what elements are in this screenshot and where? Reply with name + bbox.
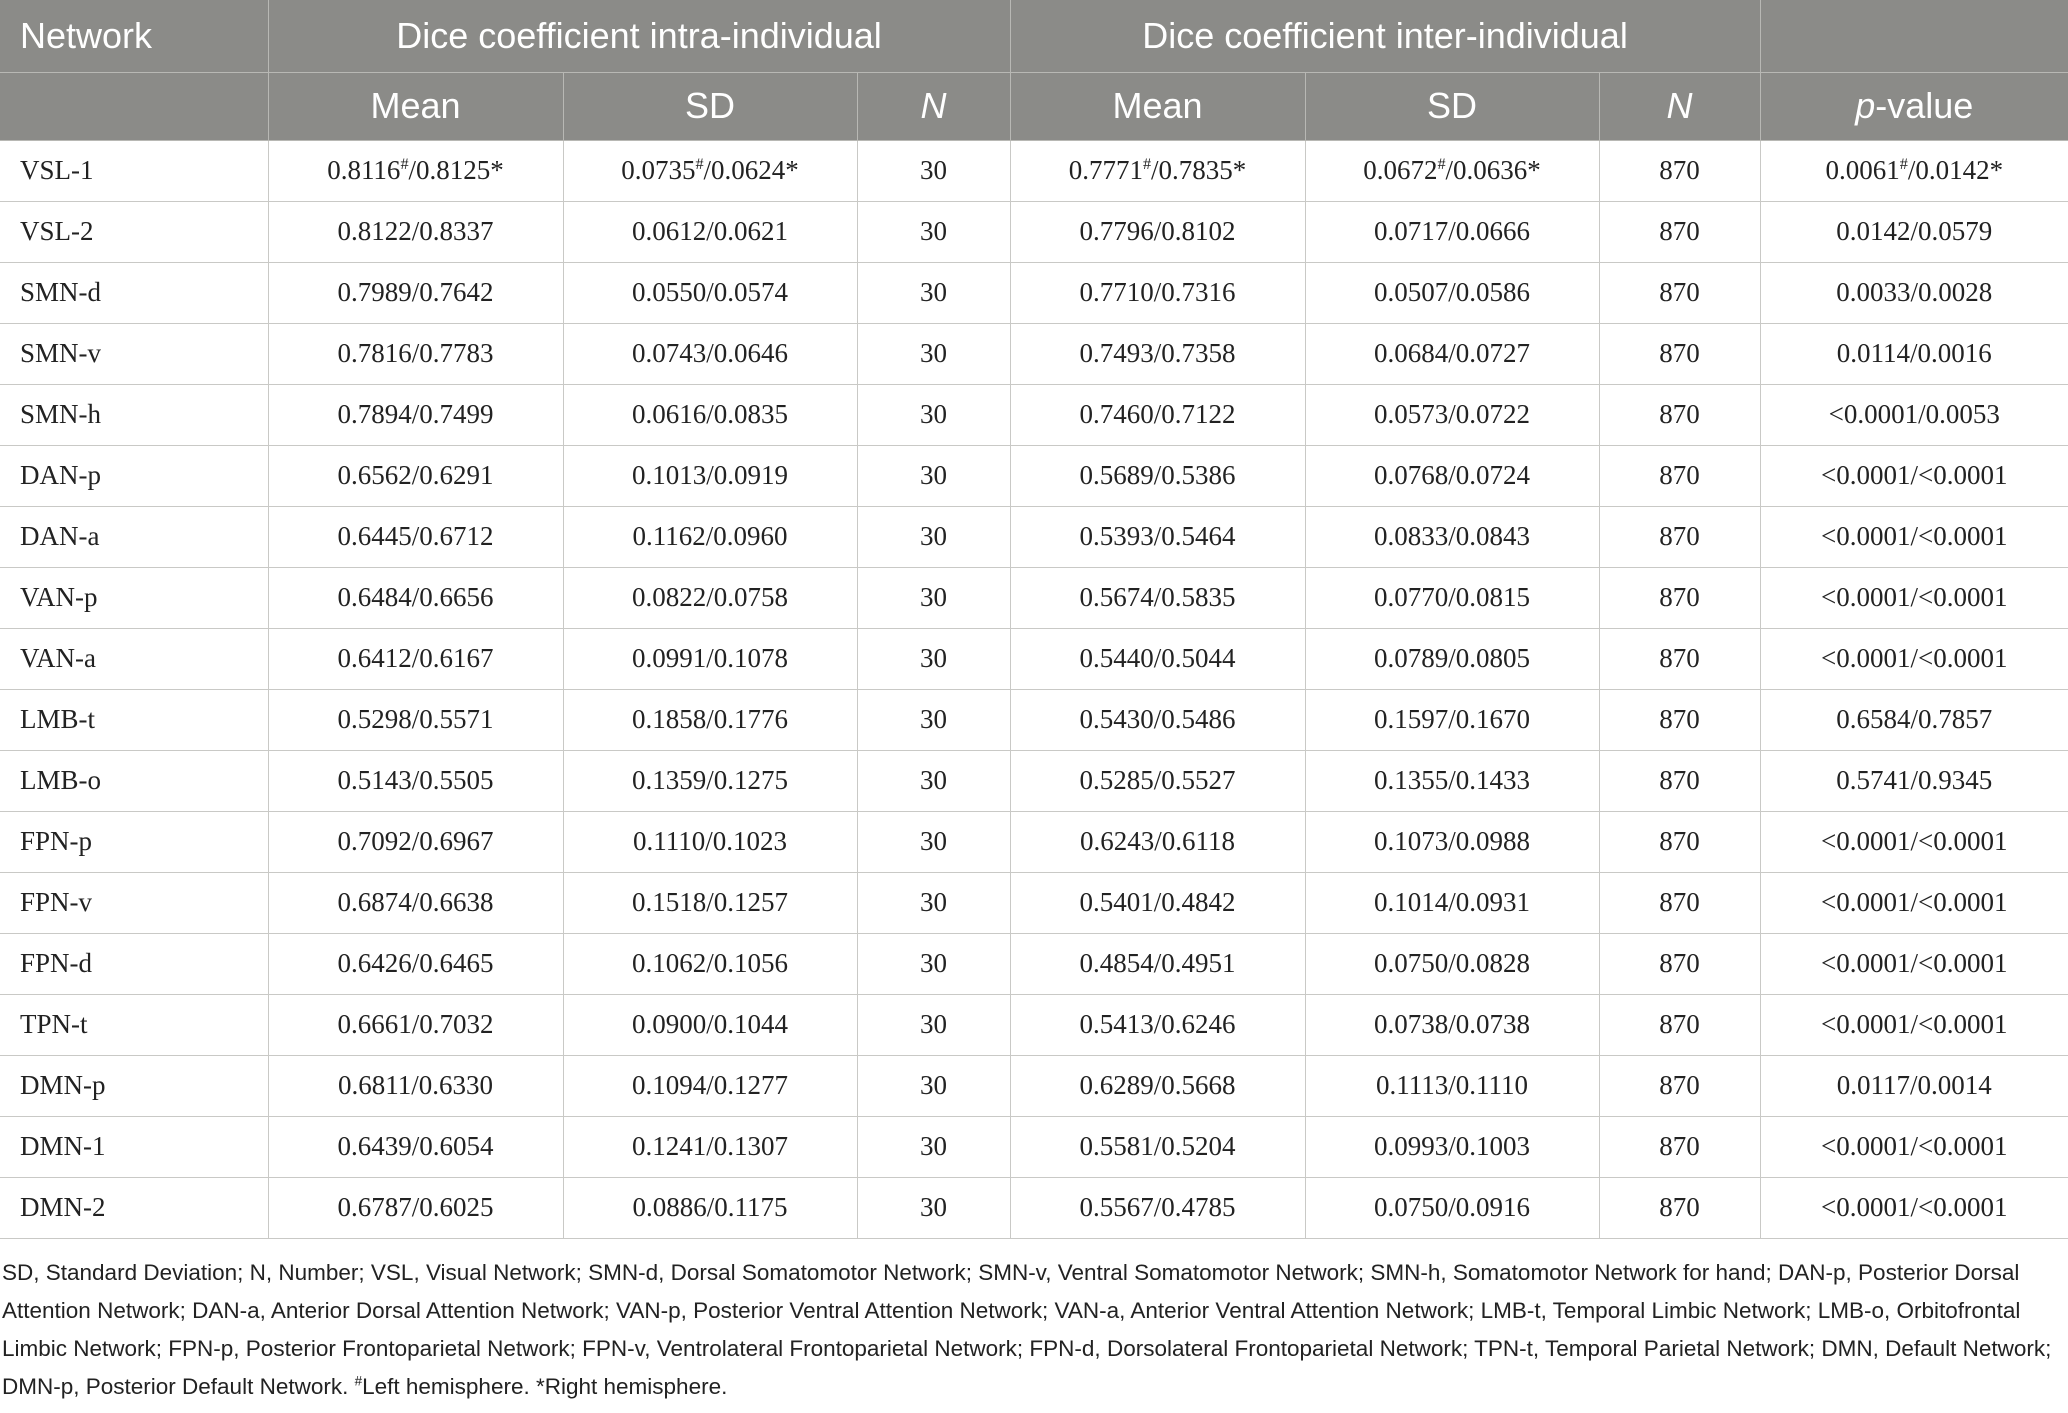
p-value-cell: <0.0001/<0.0001	[1760, 1116, 2068, 1177]
footnote-abbreviations: SD, Standard Deviation; N, Number; VSL, Visual Network; SMN-d, Dorsal Somatomotor Network; SMN-v, Ventral Somatomotor Network; SMN-h, Somatomotor Network for hand; DAN-p, Posterior Dorsal Attention Network; DAN-a, Anterior Dorsal Attention Network; VAN-p, Posterior Ventral Attention Network; VAN-a, Anterior Ventral Attention Network; LMB-t, Temporal Limbic Network; LMB-o, Orbitofrontal Limbic Network; FPN-p, Posterior Frontoparietal Network; FPN-v, Ventrolateral Frontoparietal Network; FPN-d, Dorsolateral Frontoparietal Network; TPN-t, Temporal Parietal Network; DMN, Default Network; DMN-p, Posterior Default Network.	[2, 1260, 2052, 1399]
inter-sd-cell: 0.0738/0.0738	[1305, 994, 1599, 1055]
inter-n-cell: 870	[1599, 689, 1760, 750]
intra-n-cell: 30	[857, 384, 1010, 445]
inter-n-cell: 870	[1599, 750, 1760, 811]
intra-n-cell: 30	[857, 872, 1010, 933]
inter-mean-cell: 0.4854/0.4951	[1010, 933, 1305, 994]
network-cell: LMB-o	[0, 750, 268, 811]
intra-mean-cell: 0.6484/0.6656	[268, 567, 563, 628]
value-left: 0.0672	[1363, 155, 1438, 185]
inter-n-cell: 870	[1599, 567, 1760, 628]
p-value-cell: <0.0001/<0.0001	[1760, 933, 2068, 994]
inter-n-cell: 870	[1599, 1116, 1760, 1177]
network-cell: FPN-p	[0, 811, 268, 872]
network-cell: DMN-p	[0, 1055, 268, 1116]
left-hemisphere-mark: #	[400, 155, 409, 173]
intra-mean-cell: 0.7989/0.7642	[268, 262, 563, 323]
value-right: /0.0624*	[703, 155, 799, 185]
intra-sd-cell: 0.1241/0.1307	[563, 1116, 857, 1177]
inter-n-cell: 870	[1599, 1055, 1760, 1116]
intra-sd-cell	[563, 140, 857, 201]
intra-n-cell: 30	[857, 1116, 1010, 1177]
table-footnote	[0, 1254, 2068, 1406]
value-right: /0.0636*	[1445, 155, 1541, 185]
network-cell: DMN-1	[0, 1116, 268, 1177]
inter-mean-cell: 0.5430/0.5486	[1010, 689, 1305, 750]
inter-n-cell: 870	[1599, 628, 1760, 689]
intra-n-header: N	[857, 72, 1010, 140]
p-value-cell: 0.5741/0.9345	[1760, 750, 2068, 811]
network-cell: DMN-2	[0, 1177, 268, 1238]
inter-n-cell: 870	[1599, 506, 1760, 567]
inter-mean-cell: 0.5285/0.5527	[1010, 750, 1305, 811]
intra-sd-cell: 0.1110/0.1023	[563, 811, 857, 872]
table-row	[0, 140, 2068, 201]
intra-mean-cell: 0.7092/0.6967	[268, 811, 563, 872]
inter-n-cell: 870	[1599, 323, 1760, 384]
network-cell: VSL-2	[0, 201, 268, 262]
footnote-left-hemisphere: Left hemisphere.	[362, 1374, 536, 1399]
intra-n-cell: 30	[857, 323, 1010, 384]
intra-mean-cell: 0.6412/0.6167	[268, 628, 563, 689]
inter-mean-cell: 0.5413/0.6246	[1010, 994, 1305, 1055]
p-value-cell: 0.0142/0.0579	[1760, 201, 2068, 262]
p-value-header-p: p	[1855, 85, 1876, 126]
inter-mean-cell: 0.6243/0.6118	[1010, 811, 1305, 872]
network-cell: TPN-t	[0, 994, 268, 1055]
intra-mean-cell: 0.5143/0.5505	[268, 750, 563, 811]
intra-n-cell: 30	[857, 567, 1010, 628]
inter-sd-cell: 0.0750/0.0916	[1305, 1177, 1599, 1238]
inter-n-cell: 870	[1599, 140, 1760, 201]
inter-sd-cell: 0.1113/0.1110	[1305, 1055, 1599, 1116]
value-right: /0.7835*	[1151, 155, 1247, 185]
p-value-cell	[1760, 140, 2068, 201]
intra-sd-cell: 0.0900/0.1044	[563, 994, 857, 1055]
network-cell: FPN-d	[0, 933, 268, 994]
inter-sd-cell: 0.1355/0.1433	[1305, 750, 1599, 811]
inter-mean-cell: 0.5567/0.4785	[1010, 1177, 1305, 1238]
inter-sd-cell: 0.0993/0.1003	[1305, 1116, 1599, 1177]
table-row	[0, 567, 2068, 628]
inter-n-header: N	[1599, 72, 1760, 140]
p-value-cell: <0.0001/<0.0001	[1760, 811, 2068, 872]
network-header: Network	[0, 0, 268, 72]
header-row-top	[0, 0, 2068, 72]
intra-mean-cell: 0.6445/0.6712	[268, 506, 563, 567]
intra-n-cell: 30	[857, 1055, 1010, 1116]
inter-mean-cell: 0.7460/0.7122	[1010, 384, 1305, 445]
empty-header-cell	[1760, 0, 2068, 72]
network-cell: DAN-a	[0, 506, 268, 567]
intra-sd-cell: 0.1013/0.0919	[563, 445, 857, 506]
network-cell: SMN-h	[0, 384, 268, 445]
footnote-right-hemisphere: *Right hemisphere.	[535, 1374, 728, 1399]
value-right: /0.0142*	[1907, 155, 2004, 185]
inter-n-cell: 870	[1599, 872, 1760, 933]
intra-mean-cell: 0.6811/0.6330	[268, 1055, 563, 1116]
intra-sd-cell: 0.1062/0.1056	[563, 933, 857, 994]
p-value-cell: <0.0001/<0.0001	[1760, 872, 2068, 933]
table-row	[0, 994, 2068, 1055]
network-cell: DAN-p	[0, 445, 268, 506]
inter-mean-cell: 0.5674/0.5835	[1010, 567, 1305, 628]
inter-sd-cell: 0.1597/0.1670	[1305, 689, 1599, 750]
table-row	[0, 811, 2068, 872]
inter-mean-cell: 0.6289/0.5668	[1010, 1055, 1305, 1116]
table-row	[0, 872, 2068, 933]
intra-n-cell: 30	[857, 628, 1010, 689]
network-cell: VSL-1	[0, 140, 268, 201]
intra-mean-cell: 0.7894/0.7499	[268, 384, 563, 445]
intra-sd-header: SD	[563, 72, 857, 140]
table-row	[0, 384, 2068, 445]
intra-n-cell: 30	[857, 1177, 1010, 1238]
intra-sd-cell: 0.0612/0.0621	[563, 201, 857, 262]
intra-n-cell: 30	[857, 201, 1010, 262]
value-right: /0.8125*	[408, 155, 504, 185]
table-row	[0, 750, 2068, 811]
intra-sd-cell: 0.0822/0.0758	[563, 567, 857, 628]
table-row	[0, 1055, 2068, 1116]
inter-mean-cell: 0.5689/0.5386	[1010, 445, 1305, 506]
left-hemisphere-mark: #	[1142, 155, 1152, 173]
table-row	[0, 201, 2068, 262]
inter-individual-header: Dice coefficient inter-individual	[1010, 0, 1760, 72]
p-value-cell: <0.0001/0.0053	[1760, 384, 2068, 445]
table-row	[0, 628, 2068, 689]
inter-sd-cell: 0.0507/0.0586	[1305, 262, 1599, 323]
intra-sd-cell: 0.1094/0.1277	[563, 1055, 857, 1116]
intra-n-cell: 30	[857, 506, 1010, 567]
p-value-cell: <0.0001/<0.0001	[1760, 628, 2068, 689]
network-cell: VAN-p	[0, 567, 268, 628]
inter-sd-cell	[1305, 140, 1599, 201]
intra-mean-cell: 0.8122/0.8337	[268, 201, 563, 262]
intra-n-cell: 30	[857, 811, 1010, 872]
p-value-header-suffix: -value	[1875, 85, 1974, 126]
inter-mean-cell: 0.5581/0.5204	[1010, 1116, 1305, 1177]
intra-sd-cell: 0.1359/0.1275	[563, 750, 857, 811]
network-cell: VAN-a	[0, 628, 268, 689]
intra-n-cell: 30	[857, 140, 1010, 201]
intra-mean-cell: 0.6562/0.6291	[268, 445, 563, 506]
intra-n-cell: 30	[857, 689, 1010, 750]
network-cell: SMN-d	[0, 262, 268, 323]
intra-sd-cell: 0.1858/0.1776	[563, 689, 857, 750]
intra-sd-cell: 0.1518/0.1257	[563, 872, 857, 933]
value-left: 0.8116	[327, 155, 401, 185]
intra-mean-header: Mean	[268, 72, 563, 140]
intra-mean-cell: 0.7816/0.7783	[268, 323, 563, 384]
p-value-cell: <0.0001/<0.0001	[1760, 994, 2068, 1055]
empty-subheader-cell	[0, 72, 268, 140]
p-value-cell: 0.0117/0.0014	[1760, 1055, 2068, 1116]
p-value-cell: 0.0033/0.0028	[1760, 262, 2068, 323]
intra-mean-cell: 0.5298/0.5571	[268, 689, 563, 750]
intra-mean-cell: 0.6439/0.6054	[268, 1116, 563, 1177]
inter-mean-cell: 0.5401/0.4842	[1010, 872, 1305, 933]
inter-n-cell: 870	[1599, 262, 1760, 323]
table-row	[0, 1116, 2068, 1177]
inter-sd-cell: 0.0770/0.0815	[1305, 567, 1599, 628]
intra-sd-cell: 0.0991/0.1078	[563, 628, 857, 689]
left-hemisphere-mark: #	[695, 155, 704, 173]
inter-sd-cell: 0.0717/0.0666	[1305, 201, 1599, 262]
intra-sd-cell: 0.0886/0.1175	[563, 1177, 857, 1238]
p-value-cell: <0.0001/<0.0001	[1760, 1177, 2068, 1238]
intra-sd-cell: 0.0743/0.0646	[563, 323, 857, 384]
table-row	[0, 1177, 2068, 1238]
network-cell: LMB-t	[0, 689, 268, 750]
p-value-cell: <0.0001/<0.0001	[1760, 567, 2068, 628]
inter-n-cell: 870	[1599, 933, 1760, 994]
inter-n-cell: 870	[1599, 811, 1760, 872]
intra-mean-cell: 0.6661/0.7032	[268, 994, 563, 1055]
intra-n-cell: 30	[857, 750, 1010, 811]
inter-mean-cell: 0.7710/0.7316	[1010, 262, 1305, 323]
inter-sd-cell: 0.0768/0.0724	[1305, 445, 1599, 506]
intra-individual-header: Dice coefficient intra-individual	[268, 0, 1010, 72]
left-hemisphere-mark: #	[1899, 155, 1908, 173]
left-hemisphere-mark: #	[354, 1373, 363, 1389]
intra-mean-cell: 0.6874/0.6638	[268, 872, 563, 933]
inter-sd-cell: 0.1014/0.0931	[1305, 872, 1599, 933]
value-left: 0.0061	[1825, 155, 1900, 185]
inter-sd-cell: 0.1073/0.0988	[1305, 811, 1599, 872]
inter-n-cell: 870	[1599, 384, 1760, 445]
header-row-sub	[0, 72, 2068, 140]
inter-sd-header: SD	[1305, 72, 1599, 140]
inter-sd-cell: 0.0789/0.0805	[1305, 628, 1599, 689]
inter-sd-cell: 0.0833/0.0843	[1305, 506, 1599, 567]
inter-n-cell: 870	[1599, 445, 1760, 506]
inter-sd-cell: 0.0750/0.0828	[1305, 933, 1599, 994]
inter-sd-cell: 0.0573/0.0722	[1305, 384, 1599, 445]
table-row	[0, 689, 2068, 750]
inter-n-cell: 870	[1599, 994, 1760, 1055]
table-row	[0, 262, 2068, 323]
p-value-cell: 0.0114/0.0016	[1760, 323, 2068, 384]
inter-mean-cell: 0.5440/0.5044	[1010, 628, 1305, 689]
intra-n-cell: 30	[857, 445, 1010, 506]
inter-n-cell: 870	[1599, 201, 1760, 262]
p-value-header	[1760, 72, 2068, 140]
value-left: 0.7771	[1068, 155, 1143, 185]
intra-n-cell: 30	[857, 994, 1010, 1055]
inter-sd-cell: 0.0684/0.0727	[1305, 323, 1599, 384]
p-value-cell: <0.0001/<0.0001	[1760, 445, 2068, 506]
left-hemisphere-mark: #	[1437, 155, 1446, 173]
intra-n-cell: 30	[857, 933, 1010, 994]
table-row	[0, 445, 2068, 506]
p-value-cell: 0.6584/0.7857	[1760, 689, 2068, 750]
inter-mean-cell: 0.7493/0.7358	[1010, 323, 1305, 384]
inter-n-cell: 870	[1599, 1177, 1760, 1238]
intra-sd-cell: 0.0550/0.0574	[563, 262, 857, 323]
value-left: 0.0735	[621, 155, 696, 185]
table-row	[0, 323, 2068, 384]
inter-mean-cell: 0.5393/0.5464	[1010, 506, 1305, 567]
inter-mean-cell	[1010, 140, 1305, 201]
intra-mean-cell: 0.6787/0.6025	[268, 1177, 563, 1238]
p-value-cell: <0.0001/<0.0001	[1760, 506, 2068, 567]
inter-mean-cell: 0.7796/0.8102	[1010, 201, 1305, 262]
table-row	[0, 506, 2068, 567]
intra-mean-cell	[268, 140, 563, 201]
intra-sd-cell: 0.0616/0.0835	[563, 384, 857, 445]
inter-mean-header: Mean	[1010, 72, 1305, 140]
intra-mean-cell: 0.6426/0.6465	[268, 933, 563, 994]
table-row	[0, 933, 2068, 994]
network-cell: SMN-v	[0, 323, 268, 384]
network-cell: FPN-v	[0, 872, 268, 933]
intra-sd-cell: 0.1162/0.0960	[563, 506, 857, 567]
intra-n-cell: 30	[857, 262, 1010, 323]
